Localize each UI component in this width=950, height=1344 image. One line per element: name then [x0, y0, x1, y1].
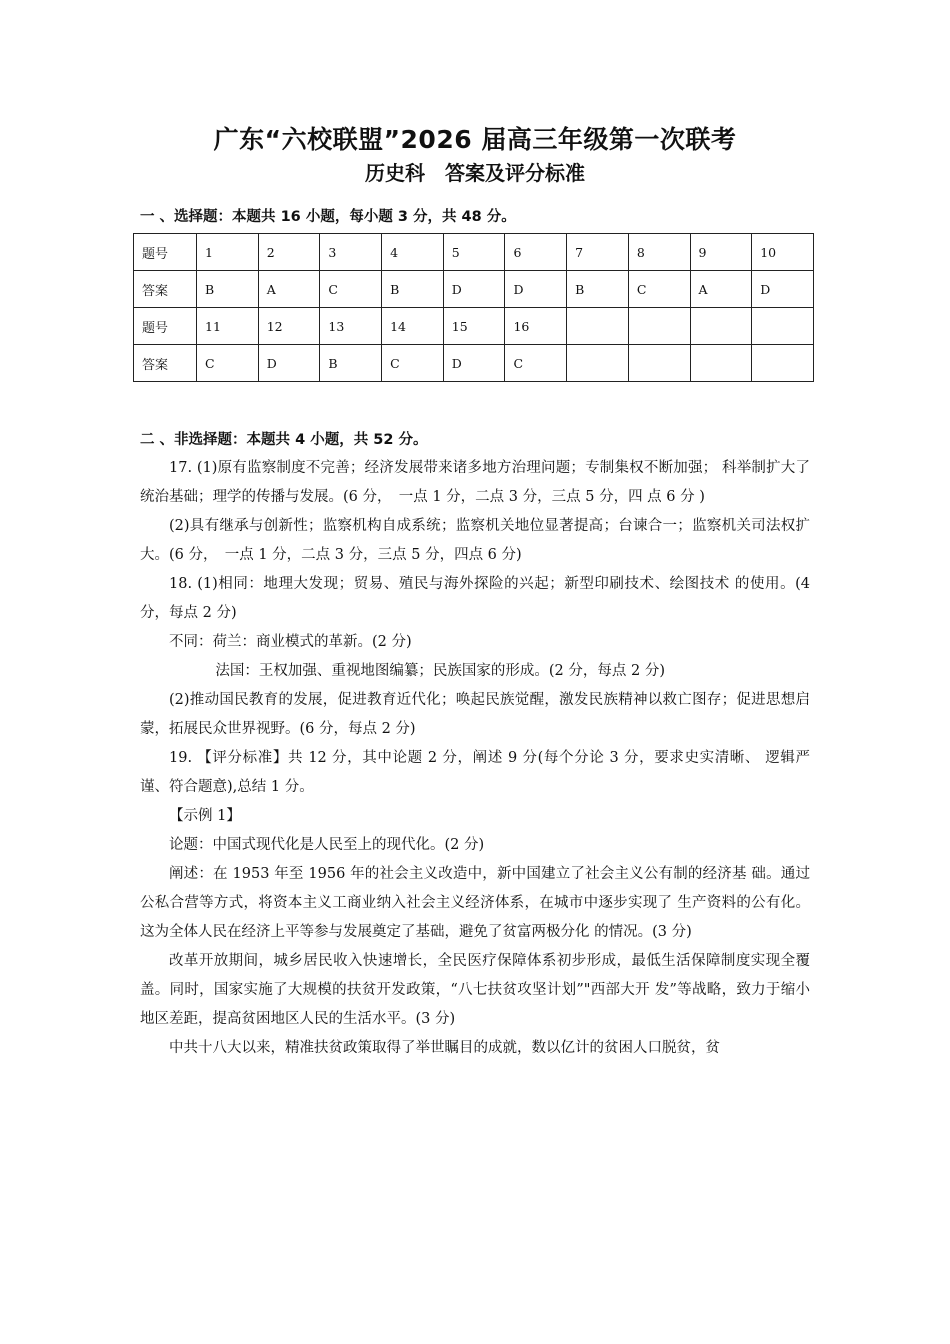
table-row	[134, 345, 814, 382]
answer-paragraph: 中共十八大以来，精准扶贫政策取得了举世瞩目的成就，数以亿计的贫困人口脱贫，贫	[169, 1040, 720, 1056]
table-cell: D	[752, 271, 814, 308]
answer-paragraph: 法国：王权加强、重视地图编纂；民族国家的形成。(2 分，每点 2 分)	[215, 663, 665, 679]
example-label: 【示例 1】	[169, 808, 241, 824]
table-cell: 1	[197, 234, 259, 271]
table-cell: B	[197, 271, 259, 308]
table-row	[134, 234, 814, 271]
row-label: 题号	[134, 234, 197, 271]
table-cell: 2	[258, 234, 320, 271]
answer-paragraph: 18. (1)相同：地理大发现；贸易、殖民与海外探险的兴起；新型印刷技术、绘图技术 的使用。(4 分，每点 2 分)	[140, 576, 810, 621]
section-2-body	[140, 454, 810, 1063]
table-cell	[567, 308, 629, 345]
answer-paragraph: 17. (1)原有监察制度不完善；经济发展带来诸多地方治理问题；专制集权不断加强； 科举制扩大了统治基础；理学的传播与发展。(6 分， 一点 1 分，二点 3 分，三点 5 分，四 点 6 分 )	[140, 460, 810, 505]
table-cell: D	[258, 345, 320, 382]
table-cell	[690, 345, 752, 382]
table-cell: C	[382, 345, 444, 382]
table-cell: 3	[320, 234, 382, 271]
table-cell	[628, 345, 690, 382]
table-cell	[690, 308, 752, 345]
table-cell: A	[690, 271, 752, 308]
answer-paragraph: 不同：荷兰：商业模式的革新。(2 分)	[169, 634, 412, 650]
table-cell: B	[382, 271, 444, 308]
table-cell: 10	[752, 234, 814, 271]
table-cell	[752, 345, 814, 382]
table-cell	[628, 308, 690, 345]
table-cell	[752, 308, 814, 345]
answer-paragraph: 阐述：在 1953 年至 1956 年的社会主义改造中，新中国建立了社会主义公有制的经济基 础。通过公私合营等方式，将资本主义工商业纳入社会主义经济体系，在城市中逐步实现了 生产资料的公有化。这为全体人民在经济上平等参与发展奠定了基础，避免了贫富两极分化 的情况。(3 分)	[140, 866, 810, 940]
document-title: 广东“六校联盟”2026 届高三年级第一次联考	[213, 125, 737, 154]
table-cell: 6	[505, 234, 567, 271]
answer-paragraph: 19. 【评分标准】共 12 分，其中论题 2 分，阐述 9 分(每个分论 3 分，要求史实清晰、 逻辑严谨、符合题意),总结 1 分。	[140, 750, 810, 795]
row-label: 答案	[134, 271, 197, 308]
table-cell: 11	[197, 308, 259, 345]
table-cell: 5	[443, 234, 505, 271]
table-cell: C	[505, 345, 567, 382]
section-2-heading: 二 、非选择题：本题共 4 小题，共 52 分。	[140, 432, 428, 448]
table-cell: 14	[382, 308, 444, 345]
table-cell: D	[505, 271, 567, 308]
table-cell: C	[197, 345, 259, 382]
table-cell: A	[258, 271, 320, 308]
table-cell	[567, 345, 629, 382]
table-cell: 16	[505, 308, 567, 345]
row-label: 题号	[134, 308, 197, 345]
answer-paragraph: (2)推动国民教育的发展，促进教育近代化；唤起民族觉醒，激发民族精神以救亡图存；促进思想启蒙，拓展民众世界视野。(6 分，每点 2 分)	[140, 692, 810, 737]
answer-paragraph: (2)具有继承与创新性；监察机构自成系统；监察机关地位显著提高；台谏合一；监察机关司法权扩大。(6 分， 一点 1 分，二点 3 分，三点 5 分，四点 6 分)	[140, 518, 810, 563]
table-cell: 12	[258, 308, 320, 345]
table-cell: 9	[690, 234, 752, 271]
table-cell: 13	[320, 308, 382, 345]
table-cell: D	[443, 271, 505, 308]
section-1-heading: 一 、选择题：本题共 16 小题，每小题 3 分，共 48 分。	[140, 209, 516, 225]
table-cell: C	[628, 271, 690, 308]
table-row	[134, 308, 814, 345]
table-cell: D	[443, 345, 505, 382]
answer-paragraph: 论题：中国式现代化是人民至上的现代化。(2 分)	[169, 837, 485, 853]
table-cell: C	[320, 271, 382, 308]
table-cell: B	[567, 271, 629, 308]
answer-paragraph: 改革开放期间，城乡居民收入快速增长，全民医疗保障体系初步形成，最低生活保障制度实现全覆盖。同时，国家实施了大规模的扶贫开发政策，“八七扶贫攻坚计划”"西部大开 发”等战略，致力于缩小地区差距，提高贫困地区人民的生活水平。(3 分)	[140, 953, 810, 1027]
row-label: 答案	[134, 345, 197, 382]
table-cell: 4	[382, 234, 444, 271]
document-subtitle: 历史科 答案及评分标准	[365, 161, 585, 185]
table-row	[134, 271, 814, 308]
table-cell: 15	[443, 308, 505, 345]
table-cell: 8	[628, 234, 690, 271]
table-cell: 7	[567, 234, 629, 271]
answer-table	[133, 233, 814, 382]
table-cell: B	[320, 345, 382, 382]
